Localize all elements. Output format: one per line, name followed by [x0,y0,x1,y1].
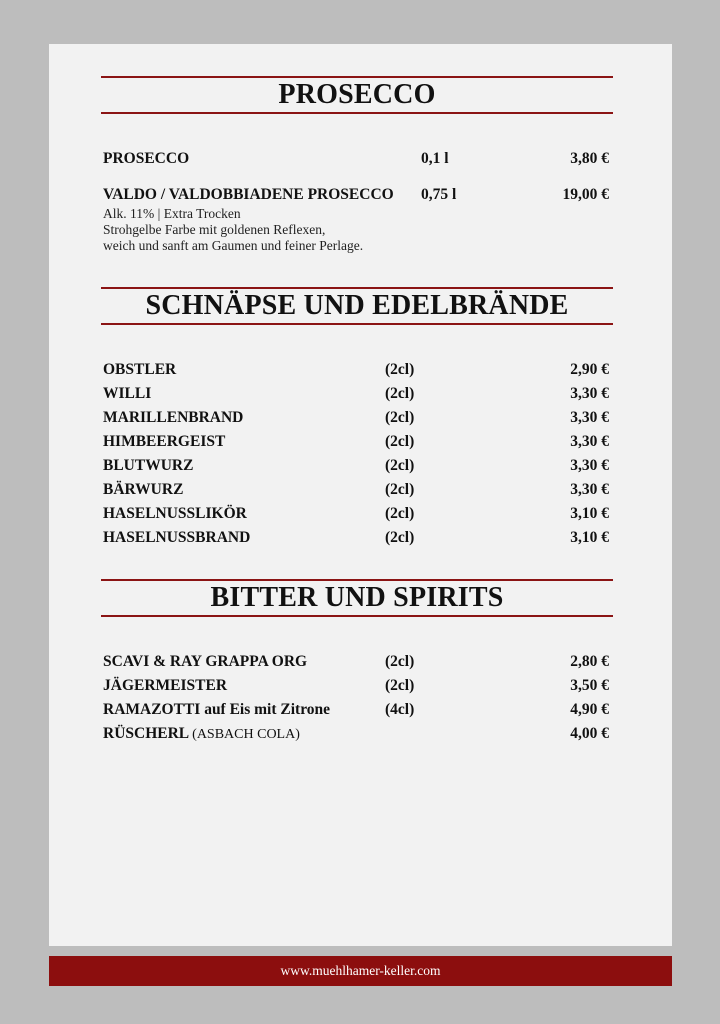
item-price: 3,80 € [570,150,609,167]
item-name: HIMBEERGEIST [103,433,226,450]
menu-item [103,150,609,170]
item-name: JÄGERMEISTER [103,677,228,694]
footer-url-bar [49,956,672,986]
menu-item [103,505,609,525]
item-quantity: 0,1 l [421,150,449,167]
section-title-prosecco: PROSECCO [101,76,613,114]
item-quantity: (2cl) [385,409,415,426]
item-name: RAMAZOTTI auf Eis mit Zitrone [103,701,331,718]
item-quantity: (2cl) [385,385,415,402]
item-name: MARILLENBRAND [103,409,244,426]
item-quantity: (4cl) [385,701,415,718]
menu-item [103,433,609,453]
menu-item [103,701,609,721]
item-price: 3,10 € [570,505,609,522]
description-line: Strohgelbe Farbe mit goldenen Reflexen, [103,222,326,237]
item-quantity: (2cl) [385,505,415,522]
item-quantity: 0,75 l [421,186,457,203]
item-name: HASELNUSSBRAND [103,529,251,546]
item-price: 4,90 € [570,701,609,718]
item-quantity: (2cl) [385,457,415,474]
item-price: 2,80 € [570,653,609,670]
item-quantity: (2cl) [385,529,415,546]
item-quantity: (2cl) [385,361,415,378]
item-price: 3,30 € [570,481,609,498]
description-line: weich und sanft am Gaumen und feiner Perlage. [103,238,364,253]
item-price: 3,30 € [570,433,609,450]
item-name: BLUTWURZ [103,457,194,474]
menu-item [103,385,609,405]
item-price: 3,30 € [570,409,609,426]
item-name: VALDO / VALDOBBIADENE PROSECCO [103,186,394,203]
menu-item [103,457,609,477]
item-price: 19,00 € [562,186,609,203]
menu-item [103,186,609,206]
item-name: SCAVI & RAY GRAPPA ORG [103,653,308,670]
menu-item [103,409,609,429]
item-name-wrapper [103,725,300,743]
item-price: 3,10 € [570,529,609,546]
menu-item [103,529,609,549]
menu-item [103,361,609,381]
item-name: HASELNUSSLIKÖR [103,505,247,522]
item-quantity: (2cl) [385,677,415,694]
menu-item [103,481,609,501]
description-line: Alk. 11% | Extra Trocken [103,206,241,221]
item-price: 2,90 € [570,361,609,378]
item-quantity: (2cl) [385,433,415,450]
item-quantity: (2cl) [385,653,415,670]
section-title-schnaepse: SCHNÄPSE UND EDELBRÄNDE [101,287,613,325]
item-subtitle: (ASBACH COLA) [192,727,300,742]
item-name: WILLI [103,385,152,402]
menu-page [49,44,672,946]
item-name: PROSECCO [103,150,190,167]
item-name: BÄRWURZ [103,481,184,498]
item-description [103,206,463,254]
item-quantity: (2cl) [385,481,415,498]
item-price: 4,00 € [570,725,609,742]
item-name: RÜSCHERL [103,725,189,742]
menu-item [103,725,609,745]
item-price: 3,30 € [570,385,609,402]
website-link[interactable]: www.muehlhamer-keller.com [280,963,441,978]
item-price: 3,30 € [570,457,609,474]
item-name: OBSTLER [103,361,177,378]
section-title-bitter-spirits: BITTER UND SPIRITS [101,579,613,617]
menu-item [103,677,609,697]
menu-item [103,653,609,673]
item-price: 3,50 € [570,677,609,694]
